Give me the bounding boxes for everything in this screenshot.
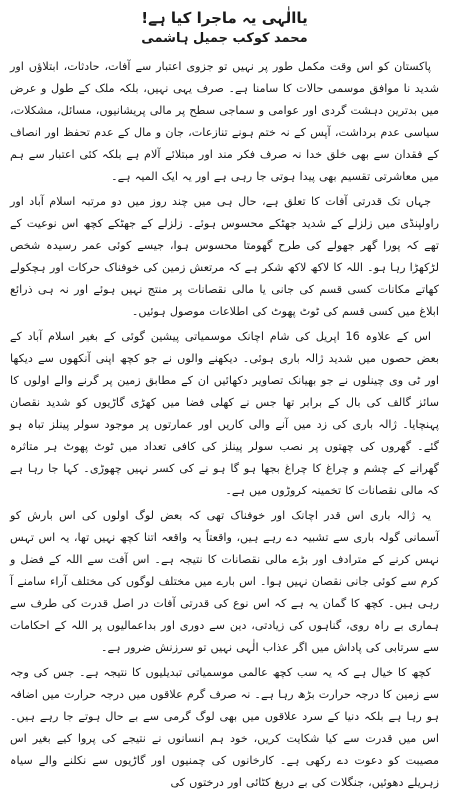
article-paragraph: پاکستان کو اس وقت مکمل طور پر نہیں تو جزوی اعتبار سے آفات، حادثات، ابتلاؤں اور شدید نا موافق موسمی حالات کا سامنا ہے۔ صرف یہی نہیں، بلکہ ملک کے طول و عرض میں بدترین دہشت گردی اور عوامی و سماجی سطح پر مالی پریشانیوں، مسائل، مشکلات، سیاسی عدم برداشت، آپس کے نہ ختم ہونے تنازعات، جان و مال کے عدم تحفظ اور انصاف کے فقدان سے بھی خلق خدا نہ صرف فکر مند اور مبتلائے آلام ہے بلکہ کئی اعتبار سے ہم میں معاشرتی تقسیم بھی پیدا ہوتی جا رہی ہے اور یہ ایک المیہ ہے۔	[10, 60, 439, 183]
article-author: محمد کوکب جمیل ہاشمی	[141, 31, 308, 46]
article-paragraph: کچھ کا خیال ہے کہ یہ سب کچھ عالمی موسمیاتی تبدیلیوں کا نتیجہ ہے۔ جس کی وجہ سے زمین کا درجہ حرارت بڑھ رہا ہے۔ نہ صرف گرم علاقوں میں درجہ حرارت میں اضافہ ہو رہا ہے بلکہ دنیا کے سرد علاقوں میں بھی لوگ گرمی سے بے حال ہوتے جا رہے ہیں۔ اس میں قدرت سے کیا شکایت کریں، خود ہم انسانوں نے نتیجے کی پروا کیے بغیر اس مصیبت کو دعوت دے رکھی ہے۔ کارخانوں کی چمنیوں اور گاڑیوں سے نکلنے والے سیاہ زہریلے دھوئیں، جنگلات کی بے دریغ کٹائی اور درختوں کی	[10, 666, 439, 789]
article-paragraph: جہاں تک قدرتی آفات کا تعلق ہے، حال ہی میں چند روز میں دو مرتبہ اسلام آباد اور راولپنڈی میں زلزلے کے شدید جھٹکے محسوس ہوئے۔ زلزلے کے جھٹکے کچھ اس نوعیت کے تھے کہ پورا گھر جھولے کی طرح گھومتا محسوس ہوا، جیسے کوئی عمر رسیدہ شخص لڑکھڑا رہا ہو۔ اللہ کا لاکھ لاکھ شکر ہے کہ مرتعش زمین کی خوفناک حرکات اور ہچکولے کھاتے مکانات کسی قسم کی جانی یا مالی نقصانات پر منتج نہیں ہوئے اور نہ ہی ذرائع ابلاغ میں کسی قسم کی ٹوٹ پھوٹ کی اطلاعات موصول ہوئیں۔	[10, 195, 439, 318]
article-paragraph: یہ ژالہ باری اس قدر اچانک اور خوفناک تھی کہ بعض لوگ اولوں کی اس بارش کو آسمانی گولہ باری سے تشبیہ دے رہے ہیں، واقعتاً یہ واقعہ اتنا کچھ نہیں تھا، یہ اس تہس نہس کرنے کے مترادف اور بڑے مالی نقصانات کا نتیجہ ہے۔ اس آفت سے اللہ کے فضل و کرم سے کوئی جانی نقصان نہیں ہوا۔ اس بارے میں مختلف لوگوں کی مختلف آراء سامنے آ رہی ہیں۔ کچھ کا گمان یہ ہے کہ اس نوع کی قدرتی آفات در اصل قدرت کی طرف سے ہماری بے راہ روی، گناہوں کی زیادتی، دین سے دوری اور بداعمالیوں پر اللہ کے احکامات سے سرتابی کی پاداش میں اگر عذاب الٰہی نہیں تو سرزنش ضرور ہے۔	[10, 509, 439, 654]
article-paragraph: اس کے علاوہ 16 اپریل کی شام اچانک موسمیاتی پیشین گوئی کے بغیر اسلام آباد کے بعض حصوں میں شدید ژالہ باری ہوئی۔ دیکھنے والوں نے جو کچھ اپنی آنکھوں سے دیکھا اور ٹی وی چینلوں نے جو بھیانک تصاویر دکھائیں ان کے مطابق زمین پر گرنے والے اولوں کا سائز گالف کی بال کے برابر تھا جس نے کھلی فضا میں کھڑی گاڑیوں کو شدید نقصان پہنچایا۔ ژالہ باری کی زد میں آنے والی کاریں اور عمارتوں پر موجود سولر پینلز تباہ ہو گئے۔ گھروں کی چھتوں پر نصب سولر پینلز کی کافی تعداد میں ٹوٹ پھوٹ ہر متاثرہ گھرانے کے چشم و چراغ کا چراغ بجھا ہو گا ہو نے کی کسر نہیں چھوڑی۔ کہا جا رہا ہے کہ مالی نقصانات کا تخمینہ کروڑوں میں ہے۔	[10, 330, 439, 497]
article-title: یاالٰہی یہ ماجرا کیا ہے!	[141, 9, 308, 27]
article-body	[10, 56, 439, 794]
